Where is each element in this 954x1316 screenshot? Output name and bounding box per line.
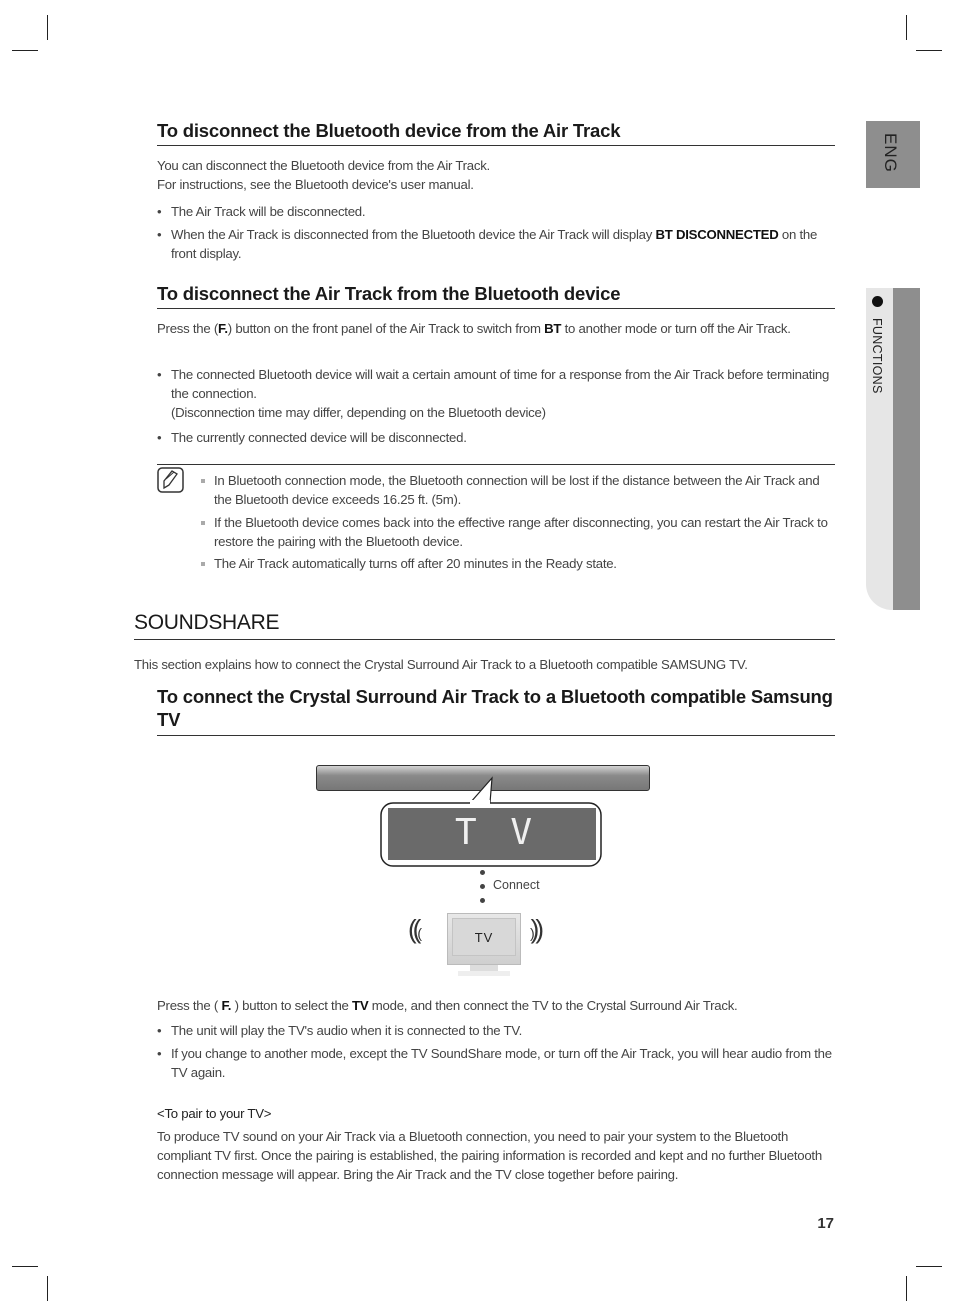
tv-screen-label: TV [474,930,494,945]
text: mode, and then connect the TV to the Crystal Surround Air Track. [368,998,738,1013]
list-item: • The currently connected device will be disconnected. [157,428,835,447]
function-button-label: F. [218,321,228,336]
connection-dot [480,870,485,875]
paragraph [157,319,835,338]
instruction-paragraph [157,996,847,1015]
page-number: 17 [817,1215,834,1232]
mode-label: TV [352,998,369,1013]
tv-illustration [447,913,521,965]
note-item: If the Bluetooth device comes back into the effective range after disconnecting, you can restart the Air Track to restore the pairing with the Bluetooth device. [200,514,835,551]
paragraph [157,156,835,194]
note-item: The Air Track automatically turns off after 20 minutes in the Ready state. [200,555,835,574]
text: Press the ( [157,321,219,336]
crop-mark [12,1266,38,1267]
section-tab-bar [893,288,920,610]
bullet-dot-icon [872,296,883,307]
mode-label: BT [544,321,562,336]
text: (Disconnection time may differ, depending on the Bluetooth device) [171,405,546,420]
section-heading-disconnect-device: To disconnect the Bluetooth device from the Air Track [157,120,835,146]
connect-label: Connect [493,878,540,892]
text: ) button on the front panel of the Air Track to switch from [227,321,545,336]
language-tab [866,121,920,188]
crop-mark [47,15,48,40]
crop-mark [12,50,38,51]
signal-right-icon: ))) [530,914,540,944]
pair-heading: <To pair to your TV> [157,1106,272,1121]
section-heading-disconnect-airtrack: To disconnect the Air Track from the Bluetooth device [157,283,835,309]
list-item [157,225,835,263]
text: • The connected Bluetooth device will wait a certain amount of time for a response from the Air Track before terminating the connection. [171,367,830,401]
crop-mark [47,1276,48,1301]
text: to another mode or turn off the Air Track. [561,321,791,336]
text: ) button to select the [231,998,353,1013]
text-line: You can disconnect the Bluetooth device from the Air Track. [157,158,490,173]
soundshare-intro: This section explains how to connect the Crystal Surround Air Track to a Bluetooth compatible SAMSUNG TV. [134,657,748,672]
connection-dot [480,898,485,903]
text: When the Air Track is disconnected from the Bluetooth device the Air Track will display [171,227,656,242]
list-item [157,365,835,422]
connection-dot [480,884,485,889]
crop-mark [906,1276,907,1301]
section-tab-label: FUNCTIONS [870,318,884,394]
list-item: • If you change to another mode, except the TV SoundShare mode, or turn off the Air Track, you will hear audio from the TV again. [157,1044,835,1082]
signal-left-icon: ((( [408,914,418,944]
list-item: • The unit will play the TV's audio when it is connected to the TV. [157,1021,835,1040]
text: Press the ( [157,998,222,1013]
note-divider [157,464,835,465]
subheading-connect-tv: To connect the Crystal Surround Air Track to a Bluetooth compatible Samsung TV [157,685,835,736]
soundshare-title: SOUNDSHARE [134,611,835,640]
text: on the front display. [171,227,818,261]
note-pencil-icon [157,467,184,493]
language-tab-label: ENG [881,133,900,173]
display-message: BT DISCONNECTED [655,227,779,242]
tv-base [458,971,510,976]
front-display-text: T V [455,812,539,853]
note-item: In Bluetooth connection mode, the Bluetooth connection will be lost if the distance between the Air Track and the Bluetooth device exceeds 16.25 ft. (5m). [200,472,835,509]
pair-paragraph: To produce TV sound on your Air Track via a Bluetooth connection, you need to pair your system to the Bluetooth compliant TV first. Once the pairing is established, the pairing information is recorded and kept and no further Bluetooth connection message will appear. Bring the Air Track and the TV close together before pairing. [157,1129,822,1182]
crop-mark [916,50,942,51]
function-button-label: F. [221,998,232,1013]
crop-mark [916,1266,942,1267]
text-line: For instructions, see the Bluetooth device's user manual. [157,177,474,192]
list-item: • The Air Track will be disconnected. [157,202,835,221]
crop-mark [906,15,907,40]
